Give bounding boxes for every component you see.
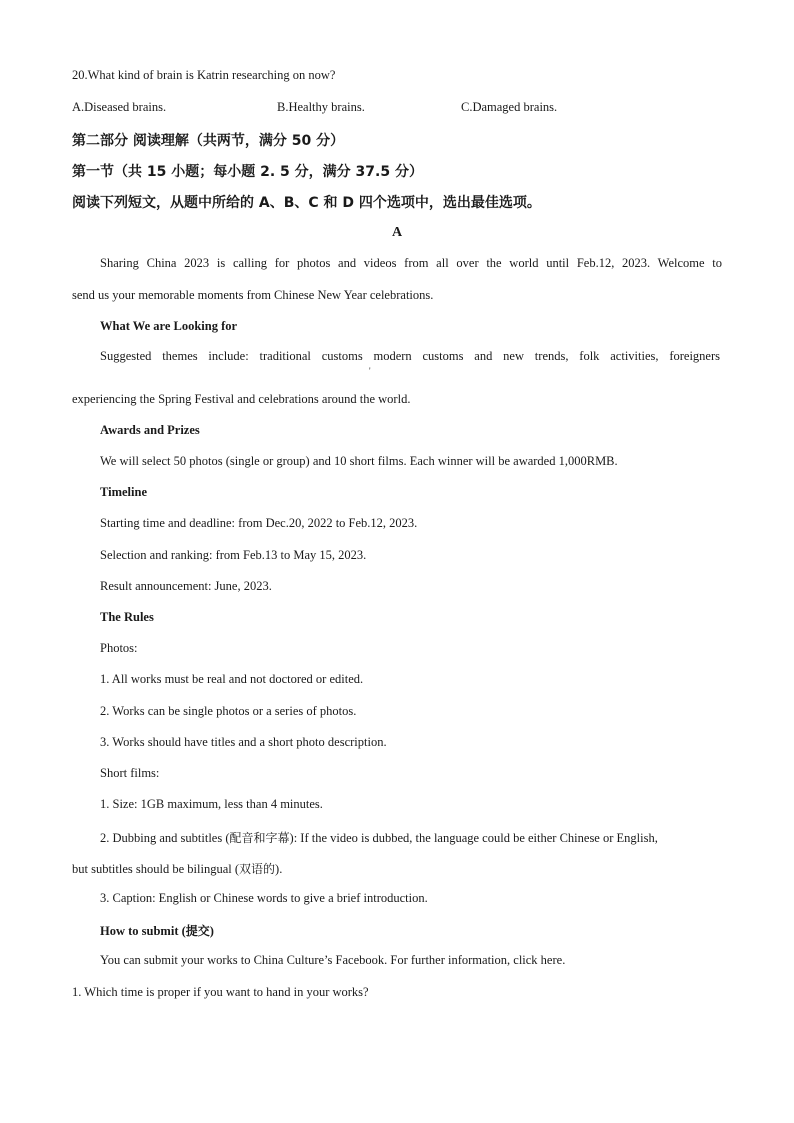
section-subtitle: 第一节（共 15 小题；每小题 2. 5 分，满分 37.5 分）	[72, 164, 423, 180]
films-label: Short films:	[100, 766, 160, 780]
intro-line-1: Sharing China 2023 is calling for photos and videos from all over the world until Feb.12, 2023. Welcome to	[100, 256, 722, 270]
question-20-option-b: B.Healthy brains.	[277, 100, 365, 114]
film-rule-1: 1. Size: 1GB maximum, less than 4 minutes.	[100, 797, 323, 811]
photos-label: Photos:	[100, 641, 138, 655]
question-20-option-c: C.Damaged brains.	[461, 100, 558, 114]
passage-label: A	[391, 225, 403, 240]
submit-heading-suffix: )	[209, 924, 214, 938]
awards-heading: Awards and Prizes	[100, 423, 200, 437]
part-title: 第二部分 阅读理解（共两节，满分 50 分）	[72, 133, 345, 149]
film-rule-2-prefix: 2. Dubbing and subtitles (	[100, 831, 230, 845]
submit-heading-prefix: How to submit (	[100, 924, 186, 938]
timeline-item: Starting time and deadline: from Dec.20, 2022 to Feb.12, 2023.	[100, 516, 418, 530]
photo-rule: 3. Works should have titles and a short photo description.	[100, 735, 387, 749]
awards-text: We will select 50 photos (single or group) and 10 short films. Each winner will be awarded 1,000RMB.	[100, 454, 618, 468]
themes-line-1: Suggested themes include: traditional customs modern customs and new trends, folk activities, foreigners	[100, 349, 720, 363]
looking-for-heading: What We are Looking for	[100, 319, 238, 333]
photo-rule: 2. Works can be single photos or a series of photos.	[100, 704, 357, 718]
question-20-option-a: A.Diseased brains.	[72, 100, 167, 114]
intro-line-2: send us your memorable moments from Chinese New Year celebrations.	[72, 288, 434, 302]
photo-rule: 1. All works must be real and not doctored or edited.	[100, 672, 364, 686]
film-rule-2-suffix: ): If the video is dubbed, the language could be either Chinese or English,	[289, 831, 658, 845]
rules-heading: The Rules	[100, 610, 154, 624]
film-rule-2-cn: 配音和字幕	[229, 831, 290, 845]
submit-heading	[100, 922, 214, 939]
question-1-stem: 1. Which time is proper if you want to hand in your works?	[72, 985, 369, 999]
film-rule-2-line-1	[100, 829, 720, 846]
themes-line-2: experiencing the Spring Festival and celebrations around the world.	[72, 392, 411, 406]
instruction: 阅读下列短文，从题中所给的 A、B、C 和 D 四个选项中，选出最佳选项。	[72, 195, 541, 211]
submit-text: You can submit your works to China Culture’s Facebook. For further information, click here.	[100, 953, 566, 967]
film-rule-2-line-2	[72, 860, 282, 877]
timeline-item: Result announcement: June, 2023.	[100, 579, 272, 593]
film-rule-2-line-2-suffix: ).	[275, 862, 283, 876]
film-rule-2-line-2-cn: 双语的	[239, 862, 276, 876]
film-rule-3: 3. Caption: English or Chinese words to give a brief introduction.	[100, 891, 428, 905]
film-rule-2-line-2-prefix: but subtitles should be bilingual (	[72, 862, 240, 876]
stray-comma-mark: '	[369, 366, 371, 376]
timeline-item: Selection and ranking: from Feb.13 to May 15, 2023.	[100, 548, 367, 562]
timeline-heading: Timeline	[100, 485, 147, 499]
question-20-stem: 20.What kind of brain is Katrin researching on now?	[72, 68, 336, 82]
submit-heading-cn: 提交	[185, 924, 210, 938]
